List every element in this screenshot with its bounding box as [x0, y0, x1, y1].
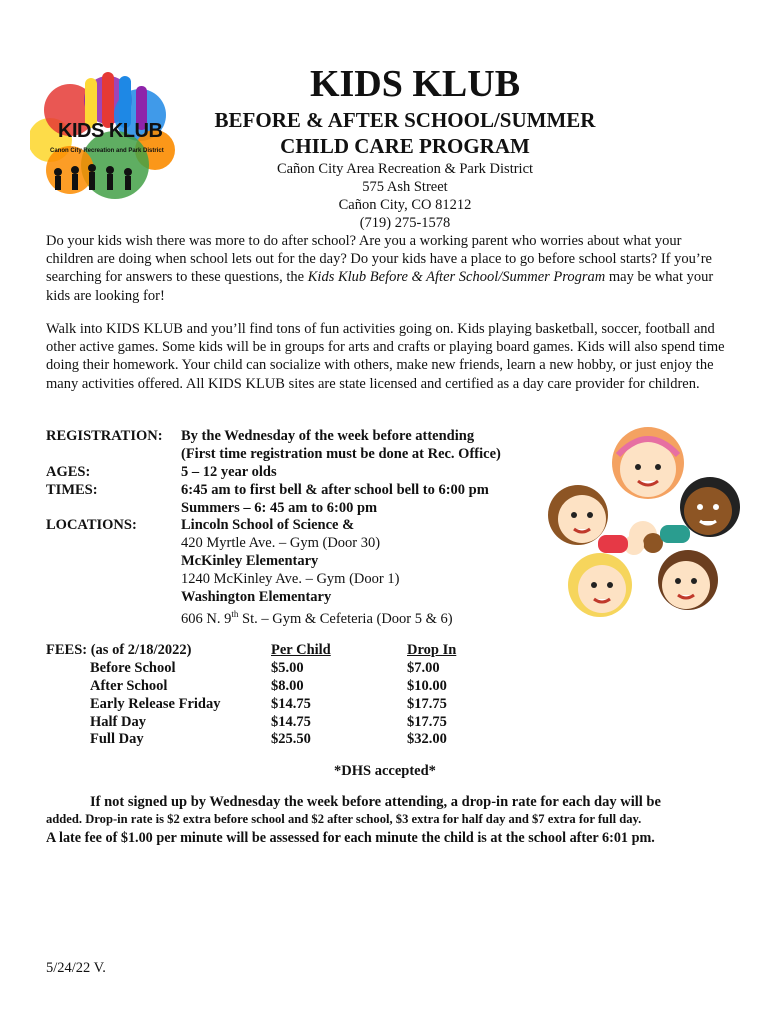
location-2-name: McKinley Elementary [181, 553, 319, 569]
locations-label: LOCATIONS: [46, 517, 137, 533]
times-value-2: Summers – 6: 45 am to 6:00 pm [181, 500, 378, 516]
fees-col-per-child: Per Child [271, 642, 331, 658]
page-title: KIDS KLUB [309, 63, 521, 105]
kids-circle-icon [538, 415, 748, 630]
fee-row-drop-in: $17.75 [407, 696, 447, 712]
location-1-name: Lincoln School of Science & [181, 517, 355, 533]
address-line: Cañon City, CO 81212 [338, 197, 472, 213]
fee-row-per-child: $14.75 [271, 714, 311, 730]
location-3-name: Washington Elementary [181, 589, 332, 605]
fee-row-per-child: $8.00 [271, 678, 304, 694]
fee-row-drop-in: $17.75 [407, 714, 447, 730]
fees-label: FEES: (as of 2/18/2022) [46, 642, 192, 658]
registration-value-2: (First time registration must be done at Rec. Office) [181, 446, 501, 462]
fee-row-drop-in: $10.00 [407, 678, 447, 694]
ages-label: AGES: [46, 464, 91, 480]
fee-row-name: Half Day [90, 714, 146, 730]
fee-row-name: Full Day [90, 731, 144, 747]
phone-number: (719) 275-1578 [359, 215, 451, 231]
location-3-address: 606 N. 9th St. – Gym & Cefeteria (Door 5 & 6) [181, 609, 453, 627]
dropin-note-line-1: If not signed up by Wednesday the week before attending, a drop-in rate for each day will be [90, 794, 661, 810]
registration-value-1: By the Wednesday of the week before attending [181, 428, 475, 444]
logo-text: KIDS KLUB [58, 120, 163, 142]
subtitle-line-1: BEFORE & AFTER SCHOOL/SUMMER [214, 108, 596, 132]
intro-tail: may be what your kids are looking for! [46, 269, 714, 304]
location-2-address: 1240 McKinley Ave. – Gym (Door 1) [181, 571, 400, 587]
description-paragraph: Walk into KIDS KLUB and you’ll find tons of fun activities going on. Kids playing basketball, soccer, football and other active games. Some kids will be in groups for arts and crafts or playing board games. Kids will also spend time doing their homework. Your child can socialize with others, make new friends, learn a new hobby, or just enjoy the many activities offered. All KIDS KLUB sites are state licensed and certified as a day care provider for children. [46, 321, 725, 392]
version-footer: 5/24/22 V. [46, 960, 106, 976]
location-1-address: 420 Myrtle Ave. – Gym (Door 30) [181, 535, 381, 551]
fee-row-name: Early Release Friday [90, 696, 221, 712]
intro-lead: Do your kids wish there was more to do after school? Are you a working parent who worries about what your children are doing when school lets out for the day? Do your kids have a place to go before school starts? If you’re searching for answers to these questions, the [46, 233, 712, 286]
late-fee-note: A late fee of $1.00 per minute will be assessed for each minute the child is at the school after 6:01 pm. [46, 830, 655, 846]
times-label: TIMES: [46, 482, 98, 498]
address-line: Cañon City Area Recreation & Park District [276, 161, 534, 177]
subtitle-line-2: CHILD CARE PROGRAM [280, 134, 530, 158]
fee-row-drop-in: $32.00 [407, 731, 447, 747]
fee-row-per-child: $5.00 [271, 660, 304, 676]
kids-illustration [538, 415, 748, 630]
times-value-1: 6:45 am to first bell & after school bell to 6:00 pm [181, 482, 489, 498]
fee-row-drop-in: $7.00 [407, 660, 440, 676]
registration-label: REGISTRATION: [46, 428, 163, 444]
address-block [0, 160, 770, 232]
fee-row-name: After School [90, 678, 168, 694]
fee-row-name: Before School [90, 660, 176, 676]
fees-col-drop-in: Drop In [407, 642, 457, 658]
program-name: Kids Klub Before & After School/Summer Program [307, 269, 606, 286]
logo-subtext: Canon City Recreation and Park District [50, 148, 164, 154]
dhs-accepted: *DHS accepted* [334, 763, 436, 779]
dropin-note-line-2: added. Drop-in rate is $2 extra before school and $2 after school, $3 extra for half day and $7 extra for full day. [46, 812, 642, 826]
ages-value: 5 – 12 year olds [181, 464, 277, 480]
address-line: 575 Ash Street [362, 179, 448, 195]
fee-row-per-child: $25.50 [271, 731, 311, 747]
fee-row-per-child: $14.75 [271, 696, 311, 712]
intro-paragraph [46, 232, 726, 305]
